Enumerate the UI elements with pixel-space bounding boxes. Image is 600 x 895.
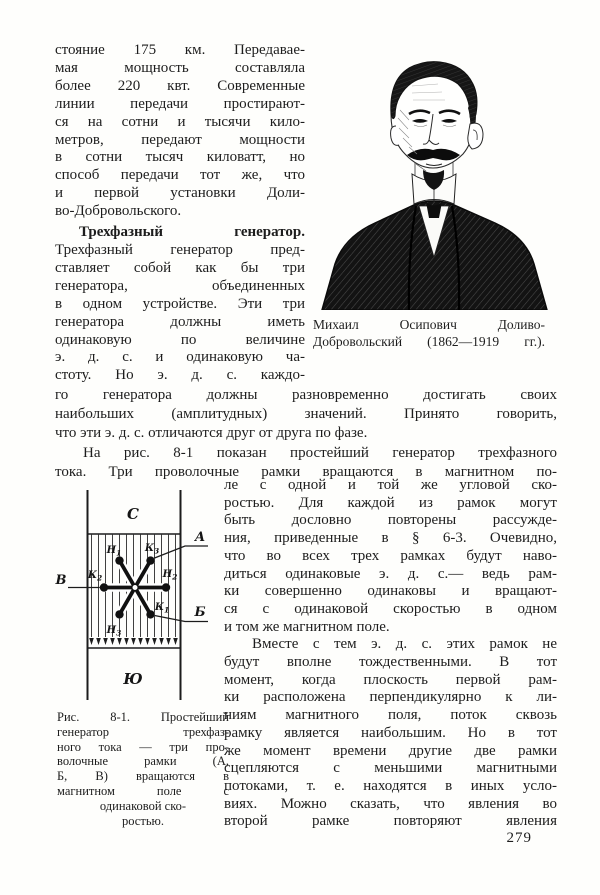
lead-label-b: Б: [194, 605, 206, 620]
text-line: ся с одинаковой скоростью в одном: [224, 600, 557, 617]
caption-line: Б, В) вращаются в: [57, 769, 229, 784]
terminal-label-h3: $Н_3$: [106, 625, 122, 638]
caption-line: ного тока — три про-: [57, 739, 229, 754]
page-number: 279: [506, 830, 532, 846]
text-line: ки совершенно одинаковы и вращают-: [224, 583, 557, 600]
caption-line: Михаил Осипович Доливо-: [313, 317, 545, 332]
terminal-label-k2: $К_2$: [87, 570, 103, 583]
text-line: что во всех трех рамках будут наво-: [224, 547, 557, 564]
text-line: диться одинаковые э. д. с.— ведь рам-: [224, 565, 557, 582]
full-width-text: [55, 386, 557, 482]
text-line: быть дословно повторены рассужде-: [224, 512, 557, 529]
text-line: ниям магнитного поля, поток сквозь: [224, 707, 557, 724]
terminal-label-k3: $К_3$: [144, 543, 160, 556]
text-line: наибольших (амплитудных) значений. Принято говорить,: [55, 406, 557, 423]
caption-line: магнитном поле с: [57, 783, 229, 798]
terminal-label-h2: $Н_2$: [162, 569, 178, 582]
caption-line: ростью.: [122, 813, 164, 828]
text-line: более 220 квт. Современные: [55, 77, 305, 94]
lead-label-v: В: [55, 573, 67, 588]
text-line: Вместе с тем э. д. с. этих рамок не: [252, 636, 557, 653]
text-line: стояние 175 км. Передавае-: [55, 42, 305, 58]
text-line: и первой установки Доли-: [55, 185, 305, 202]
caption-line: Рис. 8-1. Простейший: [57, 710, 229, 724]
north-pole-label: С: [127, 505, 139, 523]
text-line: же момент времени другие две рамки: [224, 742, 557, 759]
figure-8-1-generator-diagram: [55, 487, 230, 702]
text-line: способ передачи тот же, что: [55, 167, 305, 184]
portrait-caption: [313, 317, 545, 350]
caption-line: генератор трехфаз-: [57, 724, 229, 739]
text-line: ния, приведенные в § 6-3. Очевидно,: [224, 530, 557, 547]
text-line: виях. Можно сказать, что явления во: [224, 795, 557, 812]
text-line: второй рамке повторяют явления: [224, 813, 557, 830]
south-pole-label: Ю: [123, 670, 143, 688]
text-line: в сотни тысяч киловатт, но: [55, 149, 305, 166]
text-line: рамку является наибольшим. Но в тот: [224, 724, 557, 741]
text-line: одинаковую по величине: [55, 331, 305, 348]
right-text-column: [224, 477, 557, 831]
text-line: го генератора должны разновременно достигать своих: [55, 387, 557, 403]
text-line: во-Добровольского.: [55, 203, 182, 220]
axle: [132, 584, 138, 590]
terminal-label-h1: $Н_1$: [106, 545, 122, 558]
text-line: ся на сотни и тысячи кило-: [55, 113, 305, 130]
text-line: ставляет собой как бы три: [55, 259, 305, 276]
text-line: ростью. Для каждой из рамок могут: [224, 494, 557, 511]
terminal-label-k1: $К_1$: [154, 602, 170, 615]
text-line: На рис. 8-1 показан простейший генератор трехфазного: [83, 444, 557, 461]
text-line: что эти э. д. с. отличаются друг от друга по фазе.: [55, 425, 368, 442]
text-line: и том же магнитном поле.: [224, 618, 390, 635]
text-line: генератора должны иметь: [55, 313, 305, 330]
section-heading: Трехфазный генератор.: [79, 224, 305, 241]
caption-line: Добровольский (1862—1919 гг.).: [313, 333, 545, 349]
right-ear: [468, 123, 483, 149]
text-line: ле с одной и той же угловой ско-: [224, 477, 557, 493]
text-line: в одном устройстве. Эти три: [55, 295, 305, 312]
caption-line: одинаковой ско-: [99, 798, 187, 813]
text-line: Трехфазный генератор пред-: [55, 241, 305, 258]
portrait-engraving: [312, 52, 557, 310]
text-line: мая мощность составляла: [55, 59, 305, 76]
figure-caption: [57, 710, 229, 828]
text-line: линии передачи простирают-: [55, 95, 305, 112]
text-line: сцепляются с меньшими магнитными: [224, 760, 557, 777]
text-line: ки расположена перпендикулярно к ли-: [224, 689, 557, 706]
text-line: стоту. Но э. д. с. каждо-: [55, 367, 305, 384]
text-line: метров, передают мощности: [55, 131, 305, 148]
text-line: тока. Три проволочные рамки вращаются в магнитном по-: [55, 463, 557, 480]
text-line: будут вполне тождественными. В тот: [224, 654, 557, 671]
text-line: момент, когда плоскость первой рам-: [224, 671, 557, 688]
text-line: потоками, т. е. находятся в иных усло-: [224, 777, 557, 794]
lead-label-a: А: [194, 530, 206, 545]
caption-line: волочные рамки (А,: [57, 754, 229, 769]
field-arrowheads: [89, 638, 178, 645]
text-line: э. д. с. и одинаковую ча-: [55, 349, 305, 366]
left-text-column: [55, 42, 305, 385]
text-line: генератора, объединенных: [55, 277, 305, 294]
